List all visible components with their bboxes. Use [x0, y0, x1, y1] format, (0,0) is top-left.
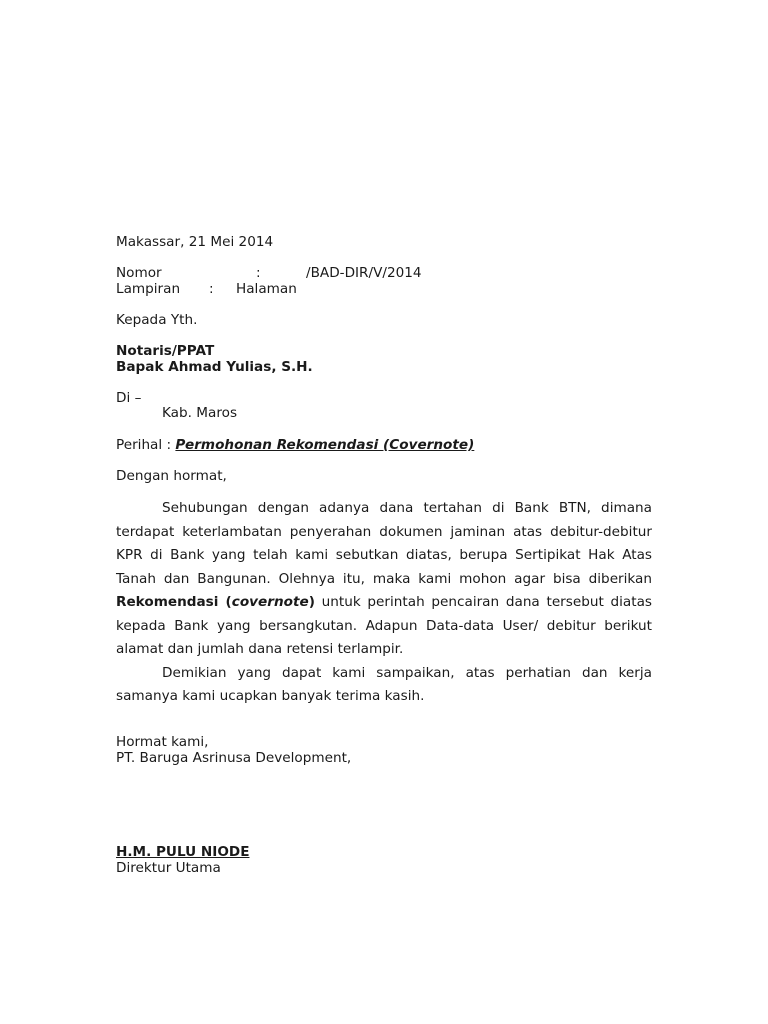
- para1-bold-open: Rekomendasi (: [116, 594, 232, 610]
- perihal-subject: Permohonan Rekomendasi (Covernote): [175, 437, 475, 453]
- nomor-value: /BAD-DIR/V/2014: [306, 265, 422, 281]
- perihal-label: Perihal :: [116, 437, 172, 453]
- nomor-label: Nomor: [116, 265, 162, 281]
- signer-position: Direktur Utama: [116, 860, 221, 876]
- lampiran-row: [116, 281, 436, 297]
- signer-name: H.M. PULU NIODE: [116, 844, 250, 860]
- lampiran-colon: :: [209, 281, 214, 297]
- di-label: Di –: [116, 390, 142, 406]
- para1-bold-italic: covernote: [231, 594, 309, 610]
- kepada-line: Kepada Yth.: [116, 312, 198, 328]
- body-paragraph-2: Demikian yang dapat kami sampaikan, atas perhatian dan kerja samanya kami ucapkan banyak terima kasih.: [116, 664, 652, 704]
- para1-bold-close: ): [308, 594, 315, 610]
- body-paragraph-1: [116, 497, 652, 662]
- lampiran-label: Lampiran: [116, 281, 181, 297]
- nomor-colon: :: [256, 265, 261, 281]
- para1-part1: Sehubungan dengan adanya dana tertahan di Bank BTN, dimana terdapat keterlambatan penyerahan dokumen jaminan atas debitur-debitur KPR di Bank yang telah kami sebutkan diatas, berupa Sertipikat Hak Atas Tanah dan Bangunan. Olehnya itu, maka kami mohon agar bisa diberikan: [116, 500, 652, 587]
- perihal-row: [116, 437, 474, 453]
- recipient-name: Bapak Ahmad Yulias, S.H.: [116, 359, 313, 375]
- lampiran-value: Halaman: [236, 281, 297, 297]
- closing: Hormat kami,: [116, 734, 209, 750]
- salutation: Dengan hormat,: [116, 468, 227, 484]
- nomor-row: [116, 265, 436, 281]
- place-date: Makassar, 21 Mei 2014: [116, 234, 274, 250]
- company-name: PT. Baruga Asrinusa Development,: [116, 750, 352, 766]
- di-location: Kab. Maros: [162, 405, 238, 421]
- recipient-title: Notaris/PPAT: [116, 343, 215, 359]
- letter-body: [116, 497, 652, 709]
- para1-part2: untuk perintah pencairan dana tersebut diatas kepada Bank yang bersangkutan. Adapun Data-data User/ debitur berikut alamat dan jumlah dana retensi terlampir.: [116, 594, 652, 657]
